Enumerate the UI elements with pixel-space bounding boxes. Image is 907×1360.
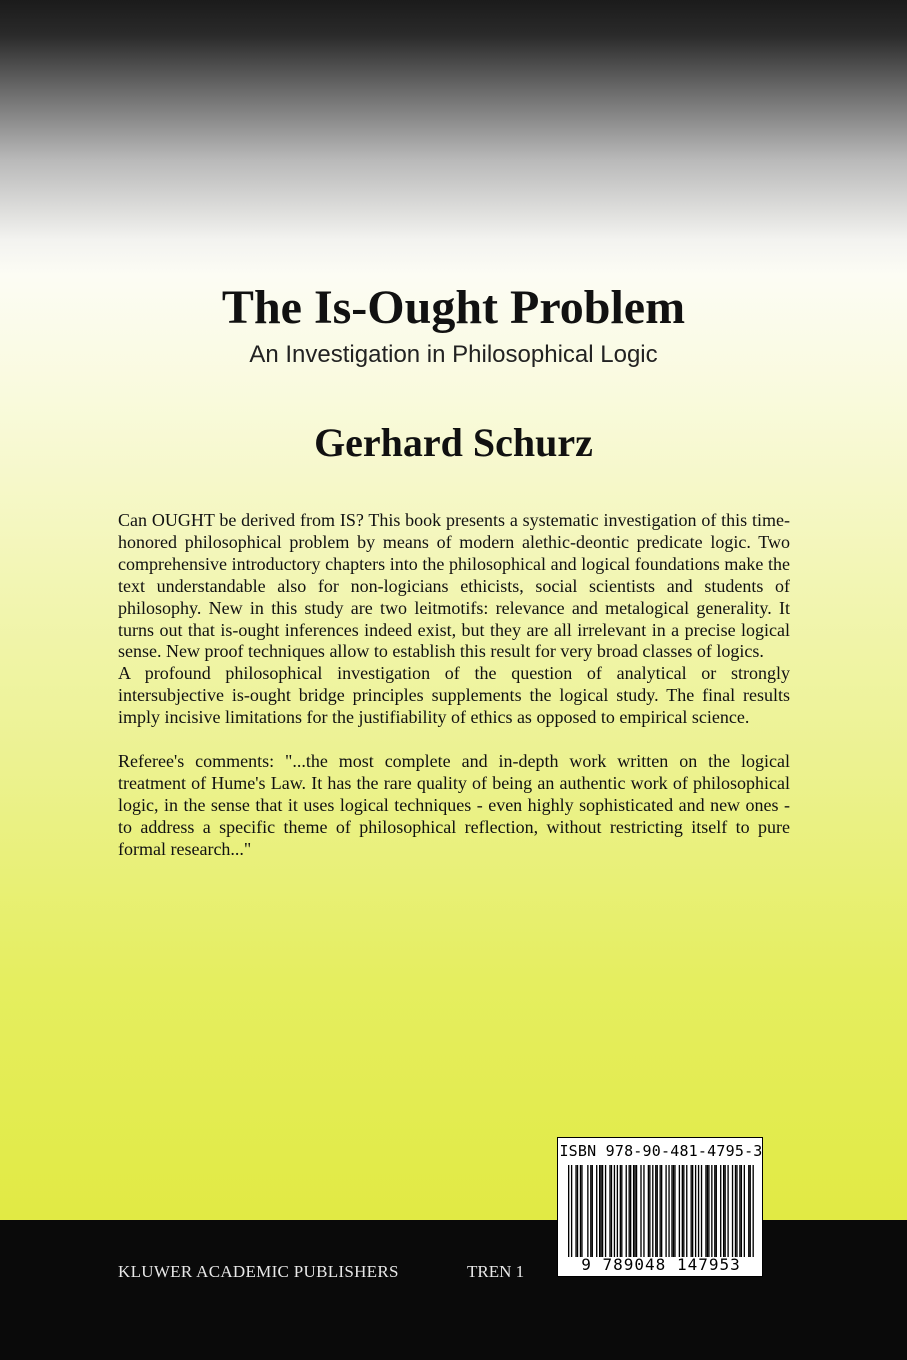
blurb-paragraph-1: Can OUGHT be derived from IS? This book presents a systematic investigation of this time-honored philosophical problem by means of modern alethic-deontic predicate logic. Two comprehensive introductory chapters into the philosophical and logical foundations make the text understandable also for non-logicians ethicists, social scientists and students of philosophy. New in this study are two leitmotifs: relevance and metalogical generality. It turns out that is-ought inferences indeed exist, but they are all irrelevant in a precise logical sense. New proof techniques allow to establish this result for very broad classes of logics. xyxy=(118,510,790,662)
barcode-bar xyxy=(581,1165,582,1257)
barcode-bar xyxy=(698,1165,699,1257)
barcode-bar xyxy=(629,1165,630,1257)
barcode-bar xyxy=(739,1165,740,1257)
barcode-bar xyxy=(683,1165,684,1257)
referee-comments: Referee's comments: "...the most complete and in-depth work written on the logical treatment of Hume's Law. It has the rare quality of being an authentic work of philosophical logic, in the sense that it uses logical techniques - even highly sophisticated and new ones - to address a specific theme of philosophical reflection, without restricting itself to pure formal research..." xyxy=(118,751,790,859)
barcode-bar xyxy=(634,1165,635,1257)
barcode-bar xyxy=(660,1165,661,1257)
barcode-bar xyxy=(705,1165,706,1257)
barcode-bar xyxy=(708,1165,709,1257)
barcode-bar xyxy=(673,1165,674,1257)
barcode-bar xyxy=(736,1165,737,1257)
footer-band xyxy=(0,1220,907,1360)
barcode-bar xyxy=(732,1165,733,1257)
barcode-bar xyxy=(748,1165,749,1257)
barcode-bar xyxy=(701,1165,702,1257)
barcode-bar xyxy=(577,1165,578,1257)
barcode-bar xyxy=(621,1165,622,1257)
barcode-bar xyxy=(580,1165,581,1257)
barcode-bar xyxy=(668,1165,669,1257)
barcode-bar xyxy=(649,1165,650,1257)
barcode-bar xyxy=(695,1165,696,1257)
barcode-bar xyxy=(605,1165,606,1257)
barcode-bar xyxy=(692,1165,693,1257)
barcode-bar xyxy=(652,1165,653,1257)
isbn-label: ISBN 978-90-481-4795-3 xyxy=(559,1142,763,1160)
barcode-bar xyxy=(609,1165,610,1257)
barcode-bar xyxy=(592,1165,593,1257)
barcode-bar xyxy=(714,1165,715,1257)
barcode-bar xyxy=(648,1165,649,1257)
barcode-bar xyxy=(723,1165,724,1257)
barcode-bar xyxy=(661,1165,662,1257)
barcode-bar xyxy=(679,1165,680,1257)
barcode-bar xyxy=(720,1165,721,1257)
barcode-digits: 9 789048 147953 xyxy=(581,1255,741,1274)
barcode-bar xyxy=(636,1165,637,1257)
barcode-bar xyxy=(643,1165,644,1257)
barcode-bar xyxy=(614,1165,615,1257)
barcode-bar xyxy=(571,1165,572,1257)
series-label: TREN 1 xyxy=(467,1262,525,1281)
barcode-bar xyxy=(600,1165,601,1257)
barcode-bar xyxy=(611,1165,612,1257)
barcode-bar xyxy=(633,1165,634,1257)
barcode-bar xyxy=(741,1165,742,1257)
barcode-bar xyxy=(753,1165,754,1257)
book-author: Gerhard Schurz xyxy=(314,420,593,465)
barcode-bar xyxy=(596,1165,597,1257)
barcode-bar xyxy=(568,1165,569,1257)
barcode-bar xyxy=(640,1165,641,1257)
barcode-bar xyxy=(707,1165,708,1257)
blurb-paragraph-2: A profound philosophical investigation of the question of analytical or strongly intersubjective is-ought bridge principles supplements the logical study. The final results imply incisive limitations for the justifiability of ethics as opposed to empirical science. xyxy=(118,663,790,728)
barcode-bar xyxy=(744,1165,745,1257)
barcode-bar xyxy=(655,1165,656,1257)
barcode-bar xyxy=(599,1165,600,1257)
barcode-bar xyxy=(587,1165,588,1257)
barcode-bar xyxy=(626,1165,627,1257)
barcode-bar xyxy=(590,1165,591,1257)
barcode-bar xyxy=(674,1165,675,1257)
barcode-bar xyxy=(691,1165,692,1257)
publisher-name: KLUWER ACADEMIC PUBLISHERS xyxy=(118,1262,399,1281)
barcode-bar xyxy=(630,1165,631,1257)
barcode-bar xyxy=(617,1165,618,1257)
barcode-bar xyxy=(602,1165,603,1257)
barcode-bar xyxy=(657,1165,658,1257)
barcode-bar xyxy=(686,1165,687,1257)
book-subtitle: An Investigation in Philosophical Logic xyxy=(249,341,658,368)
barcode-bar xyxy=(682,1165,683,1257)
back-cover-blurb xyxy=(118,510,790,861)
barcode-bar xyxy=(620,1165,621,1257)
barcode-bar xyxy=(716,1165,717,1257)
isbn-barcode xyxy=(557,1137,763,1277)
barcode-bar xyxy=(724,1165,725,1257)
barcode-bars-icon xyxy=(568,1165,754,1257)
barcode-bar xyxy=(735,1165,736,1257)
barcode-bar xyxy=(750,1165,751,1257)
barcode-bar xyxy=(665,1165,666,1257)
barcode-bar xyxy=(727,1165,728,1257)
book-title: The Is-Ought Problem xyxy=(221,281,686,334)
barcode-bar xyxy=(711,1165,712,1257)
barcode-bar xyxy=(671,1165,672,1257)
barcode-bar xyxy=(575,1165,576,1257)
